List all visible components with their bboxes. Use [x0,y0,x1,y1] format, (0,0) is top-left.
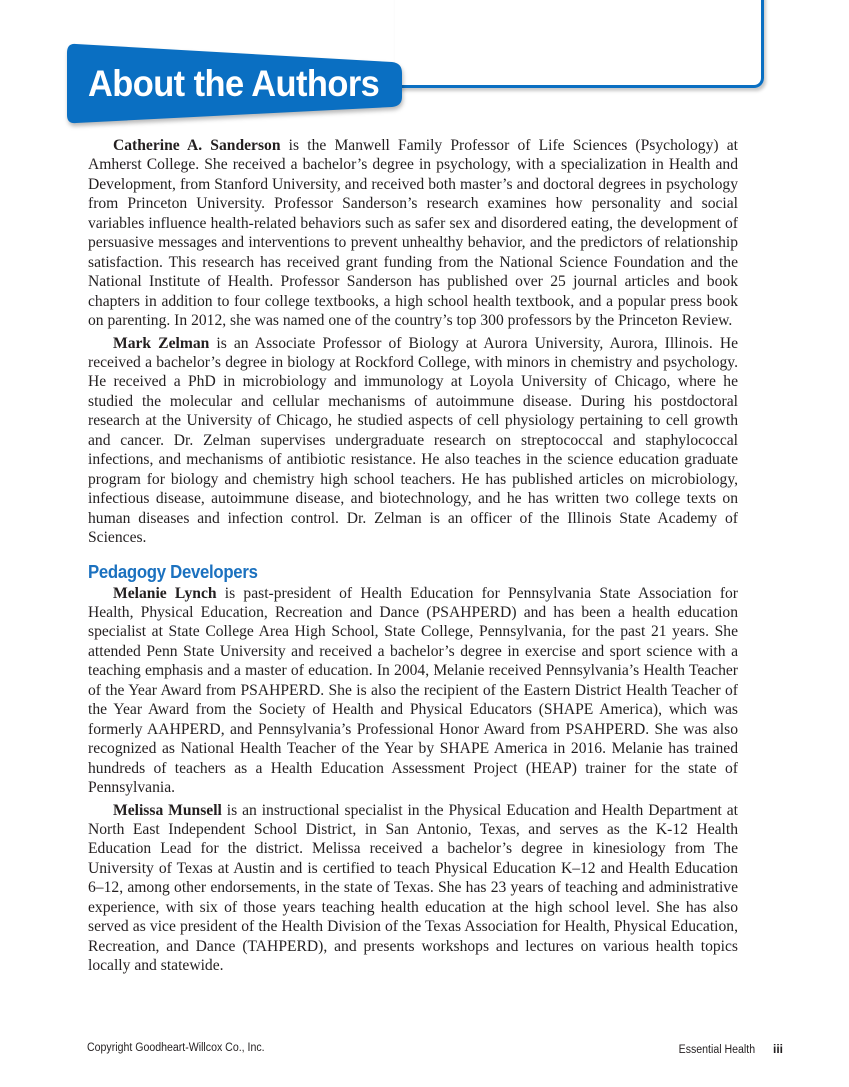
page-footer [87,1042,783,1058]
developer-bio-lynch [88,584,738,798]
author-name: Mark Zelman [113,334,210,352]
author-bio-text: is an Associate Professor of Biology at Aurora University, Aurora, Illinois. He received a bachelor’s degree in biology at Rockford College, with minors in chemistry and psychology. He received a PhD in microbiology and immunology at Loyola University of Chicago, where he studied the molecular and cellular mechanisms of autoimmune disease. During his postdoctoral research at the University of Chicago, he studied aspects of cell physiology pertaining to cell growth and cancer. Dr. Zelman supervises undergraduate research on streptococcal and staphylococcal infections, and mechanisms of antibiotic resistance. He also teaches in the science education graduate program for biology and chemistry high school teachers. He has published articles on microbiology, infectious disease, autoimmune disease, and biotechnology, and he has written two college texts on human diseases and infection control. Dr. Zelman is an officer of the Illinois State Academy of Sciences. [88,334,739,547]
developer-name: Melissa Munsell [113,801,222,819]
developer-bio-munsell [88,801,738,976]
developer-bio-text: is an instructional specialist in the Physical Education and Health Department at North East Independent School District, in San Antonio, Texas, and serves as the K-12 Health Education Lead for the district. Melissa received a bachelor’s degree in kinesiology from The University of Texas at Austin and is certified to teach Physical Education K–12 and Health Education 6–12, among other endorsements, in the state of Texas. She has 23 years of teaching and administrative experience, with six of those years teaching health education at the high school level. She has also served as vice president of the Health Division of the Texas Association for Health, Physical Education, Recreation, and Dance (TAHPERD), and presents workshops and lectures on various health topics locally and statewide. [88,801,738,975]
author-bio-text: is the Manwell Family Professor of Life Sciences (Psychology) at Amherst College. She received a bachelor’s degree in psychology, with a specialization in Health and Development, from Stanford University, and received both master’s and doctoral degrees in psychology from Princeton University. Professor Sanderson’s research examines how personality and social variables influence health-related behaviors such as safer sex and disordered eating, the development of persuasive messages and interventions to prevent unhealthy behavior, and the predictors of relationship satisfaction. This research has received grant funding from the National Science Foundation and the National Institute of Health. Professor Sanderson has published over 25 journal articles and book chapters in addition to four college textbooks, a high school health textbook, and a popular press book on parenting. In 2012, she was named one of the country’s top 300 professors by the Princeton Review. [88,137,739,330]
footer-right [672,1042,783,1056]
section-heading-pedagogy: Pedagogy Developers [88,561,258,582]
page-content [88,136,738,976]
page-number: iii [772,1042,783,1056]
developer-bio-text: is past-president of Health Education for Pennsylvania State Association for Health, Physical Education, Recreation and Dance (PSAHPERD) and has been a health education specialist at State College Area High School, State College, Pennsylvania, for the past 21 years. She attended Penn State University and received a bachelor’s degree in exercise and sport science with a teaching emphasis and a master of education. In 2004, Melanie received Pennsylvania’s Health Teacher of the Year Award from PSAHPERD. She is also the recipient of the Eastern District Health Teacher of the Year Award from the Society of Health and Physical Educators (SHAPE America), which was formerly AAHPERD, and Pennsylvania’s Professional Honor Award from PSAHPERD. She was also recognized as National Health Teacher of the Year by SHAPE America in 2016. Melanie has trained hundreds of teachers as a Health Education Assessment Project (HEAP) trainer for the state of Pennsylvania. [88,584,738,797]
page-title: About the Authors [88,63,380,104]
title-tab [66,43,404,125]
book-title: Essential Health [678,1044,755,1056]
developer-name: Melanie Lynch [113,584,217,602]
copyright-notice: Copyright Goodheart-Willcox Co., Inc. [87,1042,265,1054]
author-bio-sanderson [88,136,738,331]
author-name: Catherine A. Sanderson [113,137,281,154]
author-bio-zelman [88,334,738,548]
decorative-frame-line [395,0,764,88]
